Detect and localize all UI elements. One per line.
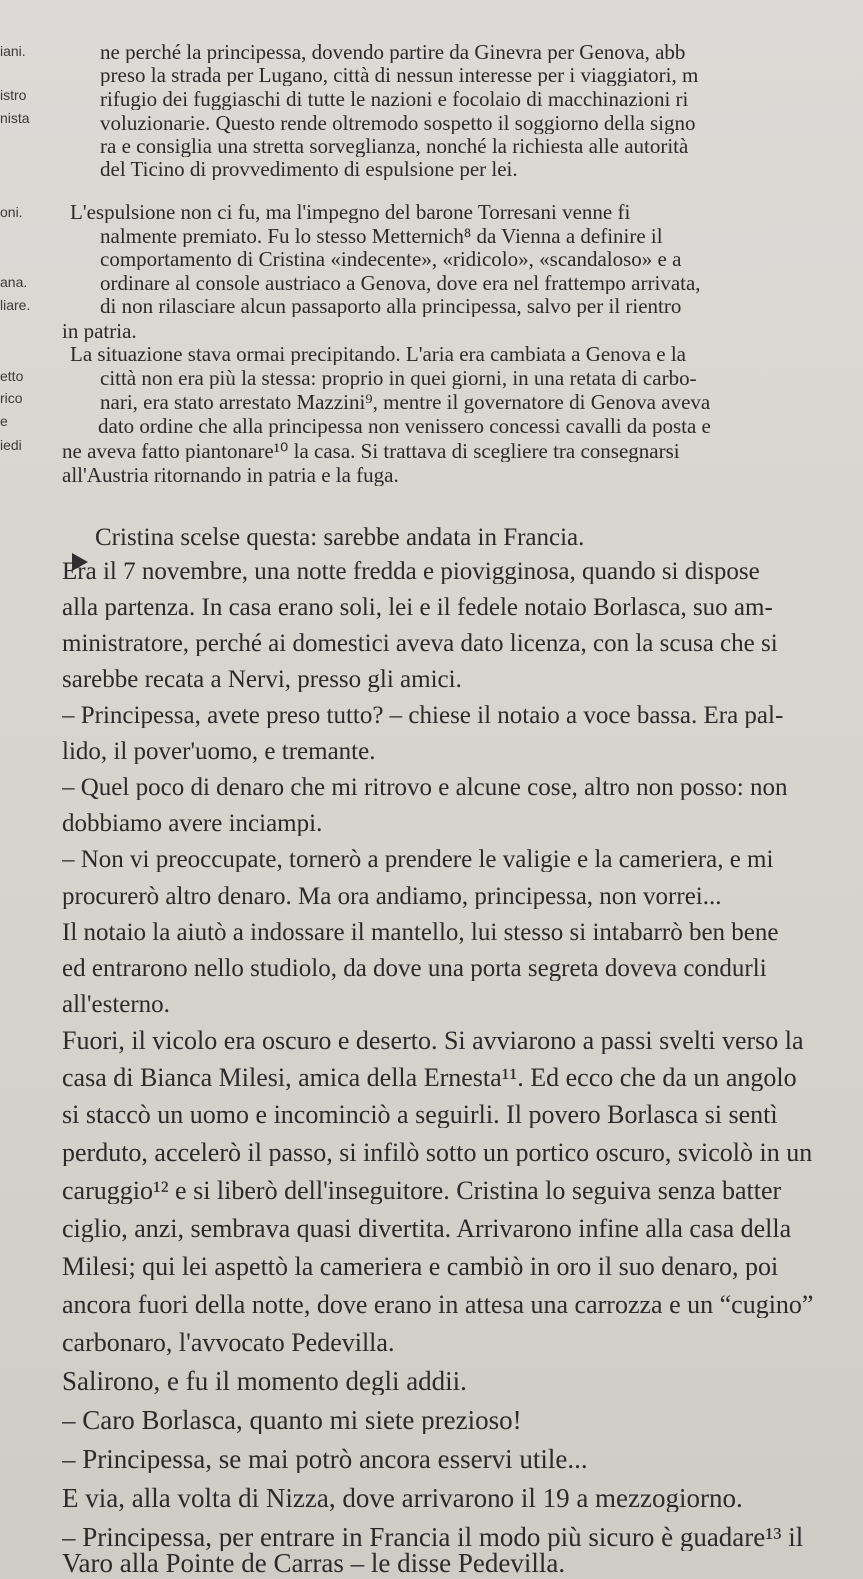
margin-note: e xyxy=(0,413,8,429)
text-line: – Non vi preoccupate, tornerò a prendere le valigie e la cameriera, e mi xyxy=(62,847,774,872)
text-line: Varo alla Pointe de Carras – le disse Pedevilla. xyxy=(62,1550,566,1577)
margin-note: ana. xyxy=(0,274,28,290)
text-line: La situazione stava ormai precipitando. L'aria era cambiata a Genova e la xyxy=(70,344,686,365)
text-line: Salirono, e fu il momento degli addii. xyxy=(62,1368,467,1395)
text-line: si staccò un uomo e incominciò a seguirli. Il povero Borlasca si sentì xyxy=(62,1102,778,1128)
text-line: dobbiamo avere inciampi. xyxy=(62,811,323,836)
text-line: all'Austria ritornando in patria e la fuga. xyxy=(62,465,399,486)
text-line: Cristina scelse questa: sarebbe andata in Francia. xyxy=(95,525,585,550)
text-line: ancora fuori della notte, dove erano in attesa una carrozza e un “cugino” xyxy=(62,1292,814,1318)
text-line: di non rilasciare alcun passaporto alla principessa, salvo per il rientro xyxy=(100,296,682,317)
margin-note: etto xyxy=(0,368,24,384)
text-line: ne perché la principessa, dovendo partire da Ginevra per Genova, abb xyxy=(100,42,686,63)
text-line: L'espulsione non ci fu, ma l'impegno del barone Torresani venne fi xyxy=(70,202,631,223)
text-line: – Quel poco di denaro che mi ritrovo e alcune cose, altro non posso: non xyxy=(62,775,788,800)
text-line: – Principessa, avete preso tutto? – chiese il notaio a voce bassa. Era pal- xyxy=(62,703,784,728)
text-line: ordinare al console austriaco a Genova, dove era nel frattempo arrivata, xyxy=(100,273,701,294)
text-line: ne aveva fatto piantonare¹⁰ la casa. Si trattava di scegliere tra consegnarsi xyxy=(62,441,680,462)
text-line: caruggio¹² e si liberò dell'inseguitore. Cristina lo seguiva senza batter xyxy=(62,1178,782,1204)
text-line: Era il 7 novembre, una notte fredda e piovigginosa, quando si dispose xyxy=(62,559,760,584)
text-line: voluzionarie. Questo rende oltremodo sospetto il soggiorno della signo xyxy=(100,113,696,134)
text-line: sarebbe recata a Nervi, presso gli amici. xyxy=(62,667,462,692)
text-line: città non era più la stessa: proprio in quei giorni, in una retata di carbo- xyxy=(100,368,697,389)
margin-note: rico xyxy=(0,390,23,406)
text-line: comportamento di Cristina «indecente», «ridicolo», «scandaloso» e a xyxy=(100,249,682,270)
text-line: nalmente premiato. Fu lo stesso Metternich⁸ da Vienna a definire il xyxy=(100,226,663,247)
text-line: – Principessa, per entrare in Francia il modo più sicuro è guadare¹³ il xyxy=(62,1524,804,1551)
text-line: rifugio dei fuggiaschi di tutte le nazioni e focolaio di macchinazioni ri xyxy=(100,89,689,110)
text-line: preso la strada per Lugano, città di nessun interesse per i viaggiatori, m xyxy=(100,65,699,86)
text-line: casa di Bianca Milesi, amica della Ernesta¹¹. Ed ecco che da un angolo xyxy=(62,1065,797,1091)
text-line: – Principessa, se mai potrò ancora esservi utile... xyxy=(62,1446,588,1473)
text-line: nari, era stato arrestato Mazzini⁹, mentre il governatore di Genova aveva xyxy=(100,392,711,413)
text-line: in patria. xyxy=(62,321,137,342)
text-line: – Caro Borlasca, quanto mi siete prezioso! xyxy=(62,1407,522,1434)
text-line: E via, alla volta di Nizza, dove arrivarono il 19 a mezzogiorno. xyxy=(62,1485,743,1512)
text-line: ciglio, anzi, sembrava quasi divertita. Arrivarono infine alla casa della xyxy=(62,1216,792,1242)
margin-note: istro xyxy=(0,87,27,103)
text-line: Milesi; qui lei aspettò la cameriera e cambiò in oro il suo denaro, poi xyxy=(62,1254,779,1280)
text-line: ed entrarono nello studiolo, da dove una porta segreta doveva condurli xyxy=(62,956,767,981)
text-line: ra e consiglia una stretta sorveglianza, nonché la richiesta alle autorità xyxy=(100,136,689,157)
text-line: Fuori, il vicolo era oscuro e deserto. Si avviarono a passi svelti verso la xyxy=(62,1028,804,1054)
text-line: all'esterno. xyxy=(62,992,170,1017)
text-line: carbonaro, l'avvocato Pedevilla. xyxy=(62,1330,395,1356)
text-line: dato ordine che alla principessa non venissero concessi cavalli da posta e xyxy=(98,416,711,437)
margin-note: liare. xyxy=(0,297,31,313)
margin-note: oni. xyxy=(0,204,23,220)
text-line: ministratore, perché ai domestici aveva dato licenza, con la scusa che si xyxy=(62,631,778,656)
text-line: alla partenza. In casa erano soli, lei e il fedele notaio Borlasca, suo am- xyxy=(62,595,773,620)
text-line: perduto, accelerò il passo, si infilò sotto un portico oscuro, svicolò in un xyxy=(62,1140,813,1166)
text-line: del Ticino di provvedimento di espulsione per lei. xyxy=(100,159,518,180)
margin-note: iani. xyxy=(0,43,26,59)
margin-note: nista xyxy=(0,110,30,126)
text-line: lido, il pover'uomo, e tremante. xyxy=(62,739,376,764)
text-line: procurerò altro denaro. Ma ora andiamo, principessa, non vorrei... xyxy=(62,884,722,909)
margin-note: iedi xyxy=(0,437,22,453)
text-line: Il notaio la aiutò a indossare il mantello, lui stesso si intabarrò ben bene xyxy=(62,920,779,945)
